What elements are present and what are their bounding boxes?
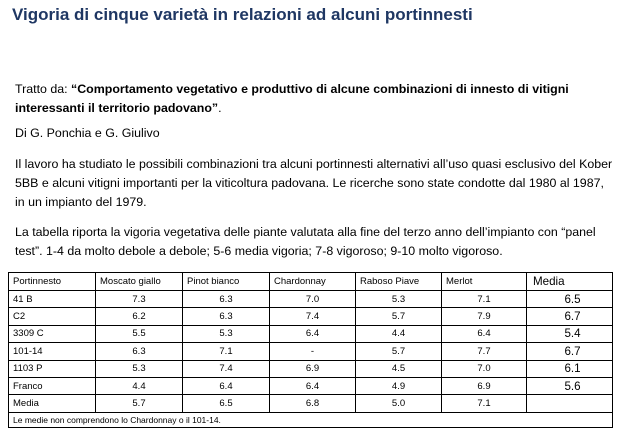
source-title: “Comportamento vegetativo e produttivo di alcune combinazioni di innesto di vitigni interessanti il territorio padovano”	[15, 82, 569, 115]
value-cell: 6.3	[96, 343, 183, 360]
value-cell: 6.9	[270, 360, 356, 377]
rootstock-cell: 101-14	[9, 343, 96, 360]
value-cell: 5.7	[356, 308, 442, 325]
header-cell: Portinnesto	[9, 273, 96, 291]
value-cell: 7.0	[270, 291, 356, 308]
authors: Di G. Ponchia e G. Giulivo	[15, 126, 160, 140]
header-cell: Raboso Piave	[356, 273, 442, 291]
table-row	[9, 377, 613, 394]
table-row	[9, 308, 613, 325]
value-cell: 5.5	[96, 325, 183, 342]
value-cell: 4.5	[356, 360, 442, 377]
table-note: Le medie non comprendono lo Chardonnay o il 101-14.	[9, 412, 613, 427]
mean-cell: 5.6	[527, 377, 613, 394]
rootstock-cell: 41 B	[9, 291, 96, 308]
rootstock-cell: C2	[9, 308, 96, 325]
value-cell: 7.3	[96, 291, 183, 308]
value-cell: 6.4	[442, 325, 527, 342]
value-cell: 5.3	[96, 360, 183, 377]
table-row	[9, 325, 613, 342]
value-cell: -	[270, 343, 356, 360]
vigor-table	[8, 272, 613, 428]
value-cell: 6.4	[270, 325, 356, 342]
mean-cell: 5.4	[527, 325, 613, 342]
mean-cell: 6.1	[527, 360, 613, 377]
value-cell: 7.7	[442, 343, 527, 360]
rootstock-cell: 3309 C	[9, 325, 96, 342]
table-row	[9, 343, 613, 360]
table-description: La tabella riporta la vigoria vegetativa delle piante valutata alla fine del terzo anno dell’impianto con “panel test”. 1-4 da molto debole a debole; 5-6 media vigoria; 7-8 vigoroso; 9-10 molto vigoroso.	[15, 225, 596, 258]
value-cell: 7.1	[183, 343, 270, 360]
value-cell: 7.9	[442, 308, 527, 325]
value-cell: 7.1	[442, 291, 527, 308]
table-row	[9, 360, 613, 377]
header-cell: Chardonnay	[270, 273, 356, 291]
value-cell: 5.0	[356, 395, 442, 412]
value-cell: 6.4	[183, 377, 270, 394]
value-cell: 6.4	[270, 377, 356, 394]
source-prefix: Tratto da:	[15, 82, 72, 96]
header-cell: Moscato giallo	[96, 273, 183, 291]
rootstock-cell: 1103 P	[9, 360, 96, 377]
value-cell: 5.7	[96, 395, 183, 412]
header-cell: Pinot bianco	[183, 273, 270, 291]
value-cell: 7.4	[270, 308, 356, 325]
header-cell: Merlot	[442, 273, 527, 291]
value-cell: 6.8	[270, 395, 356, 412]
mean-cell: 6.5	[527, 291, 613, 308]
value-cell: 5.7	[356, 343, 442, 360]
value-cell: 7.1	[442, 395, 527, 412]
mean-cell: 6.7	[527, 308, 613, 325]
value-cell: 6.5	[183, 395, 270, 412]
mean-cell: 6.7	[527, 343, 613, 360]
mean-cell	[527, 395, 613, 412]
rootstock-cell: Franco	[9, 377, 96, 394]
table-note-row	[9, 412, 613, 427]
table-row-mean	[9, 395, 613, 412]
value-cell: 4.4	[96, 377, 183, 394]
value-cell: 6.3	[183, 291, 270, 308]
value-cell: 7.4	[183, 360, 270, 377]
value-cell: 6.2	[96, 308, 183, 325]
value-cell: 4.9	[356, 377, 442, 394]
value-cell: 7.0	[442, 360, 527, 377]
table-row	[9, 291, 613, 308]
value-cell: 6.3	[183, 308, 270, 325]
source-paragraph	[15, 80, 613, 118]
value-cell: 5.3	[356, 291, 442, 308]
rootstock-cell: Media	[9, 395, 96, 412]
intro-paragraph: Il lavoro ha studiato le possibili combinazioni tra alcuni portinnesti alternativi all’uso quasi esclusivo del Kober 5BB e alcuni vitigni importanti per la viticoltura padovana. Le ricerche sono state condotte dal 1980 al 1987, in un impianto del 1979.	[15, 157, 613, 209]
value-cell: 6.9	[442, 377, 527, 394]
page-title: Vigoria di cinque varietà in relazioni ad alcuni portinnesti	[12, 5, 473, 24]
table-header-row	[9, 273, 613, 291]
value-cell: 4.4	[356, 325, 442, 342]
header-cell: Media	[527, 273, 613, 291]
source-suffix: .	[218, 101, 222, 115]
value-cell: 5.3	[183, 325, 270, 342]
